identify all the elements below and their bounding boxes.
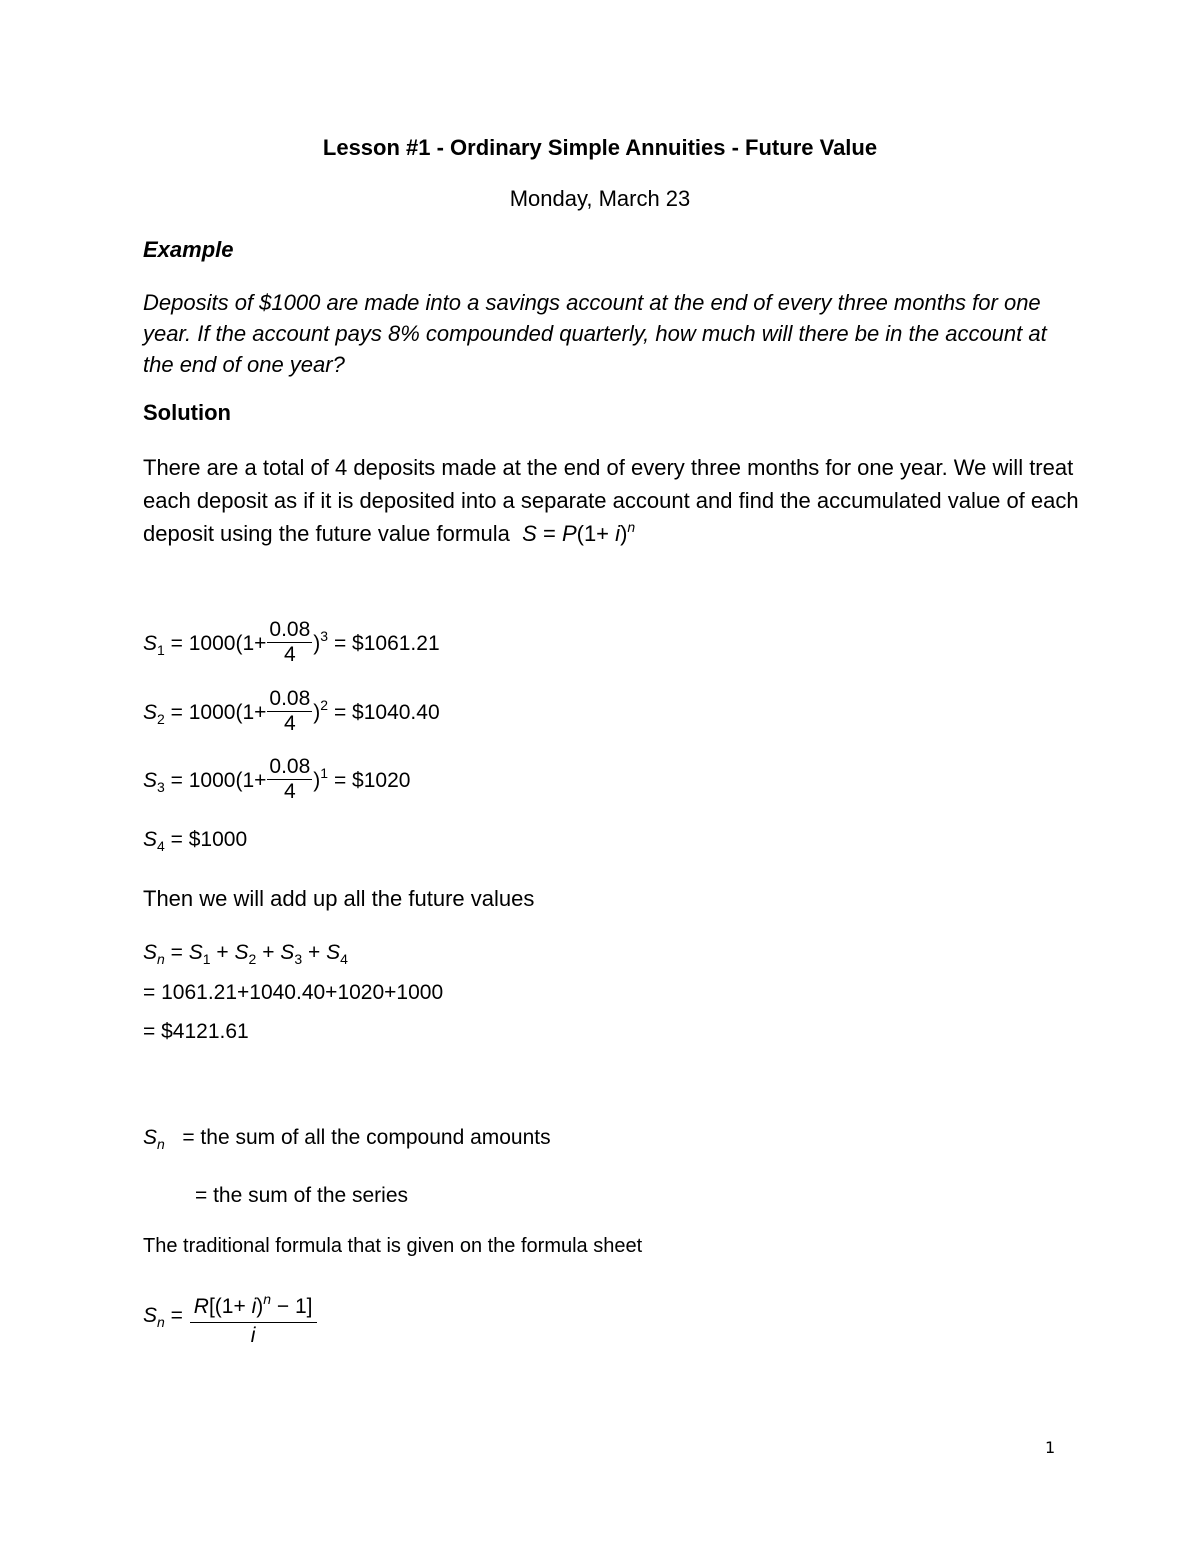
sn-definition-series: = the sum of the series — [195, 1184, 409, 1207]
equation-s2: $S_2 = 1000(1+$ $\frac{0.08}{4}$ )$^2$ = $1040.40 — [143, 687, 440, 735]
sn-definition: $S_n$ = the sum of all the compound amounts — [143, 1126, 551, 1152]
fraction: $\frac{0.08}{4}$ — [269, 687, 311, 735]
traditional-formula: $S_n$ = $\frac{R[(1+ i)^n - 1]}{i}$ — [143, 1288, 318, 1345]
problem-statement: Deposits of $1000 are made into a savings account at the end of every three months for one year. If the account pays 8% compounded quarterly, how much will there be in the account at the end of one year? — [143, 290, 1047, 377]
solution-paragraph — [143, 451, 1083, 550]
future-value-formula: $S = P(1+ i)^n$ — [522, 519, 636, 546]
equation-s1: $S_1 = 1000(1+$ $\frac{0.08}{4}$ )$^3$ = $1061.21 — [143, 618, 440, 666]
equation-s3: $S_3 = 1000(1+$ $\frac{0.08}{4}$ )$^1$ = $1020 — [143, 755, 411, 803]
fraction: $\frac{0.08}{4}$ — [269, 755, 311, 803]
lesson-date: Monday, March 23 — [509, 186, 691, 211]
equation-s4: $S_4$ = $1000 — [143, 828, 248, 854]
traditional-formula-text: The traditional formula that is given on the formula sheet — [143, 1235, 643, 1257]
fraction: $\frac{R[(1+ i)^n - 1]}{i}$ — [190, 1292, 317, 1349]
sum-values: = 1061.21+1040.40+1020+1000 — [143, 981, 444, 1004]
page-title: Lesson #1 - Ordinary Simple Annuities - Future Value — [322, 135, 878, 160]
solution-heading: Solution — [143, 400, 231, 425]
fraction: $\frac{0.08}{4}$ — [269, 618, 311, 666]
page-number: 1 — [1045, 1438, 1056, 1457]
example-heading: Example — [143, 237, 234, 262]
sum-equation: $S_n = S_1 + S_2 + S_3 + S_4$ — [143, 941, 348, 967]
solution-text: There are a total of 4 deposits made at the end of every three months for one year. We will treat each deposit as if it is deposited into a separate account and find the accumulated value of each deposit using the future value formula — [143, 455, 1079, 546]
then-text: Then we will add up all the future values — [143, 886, 535, 911]
sum-result: = $4121.61 — [143, 1020, 249, 1043]
